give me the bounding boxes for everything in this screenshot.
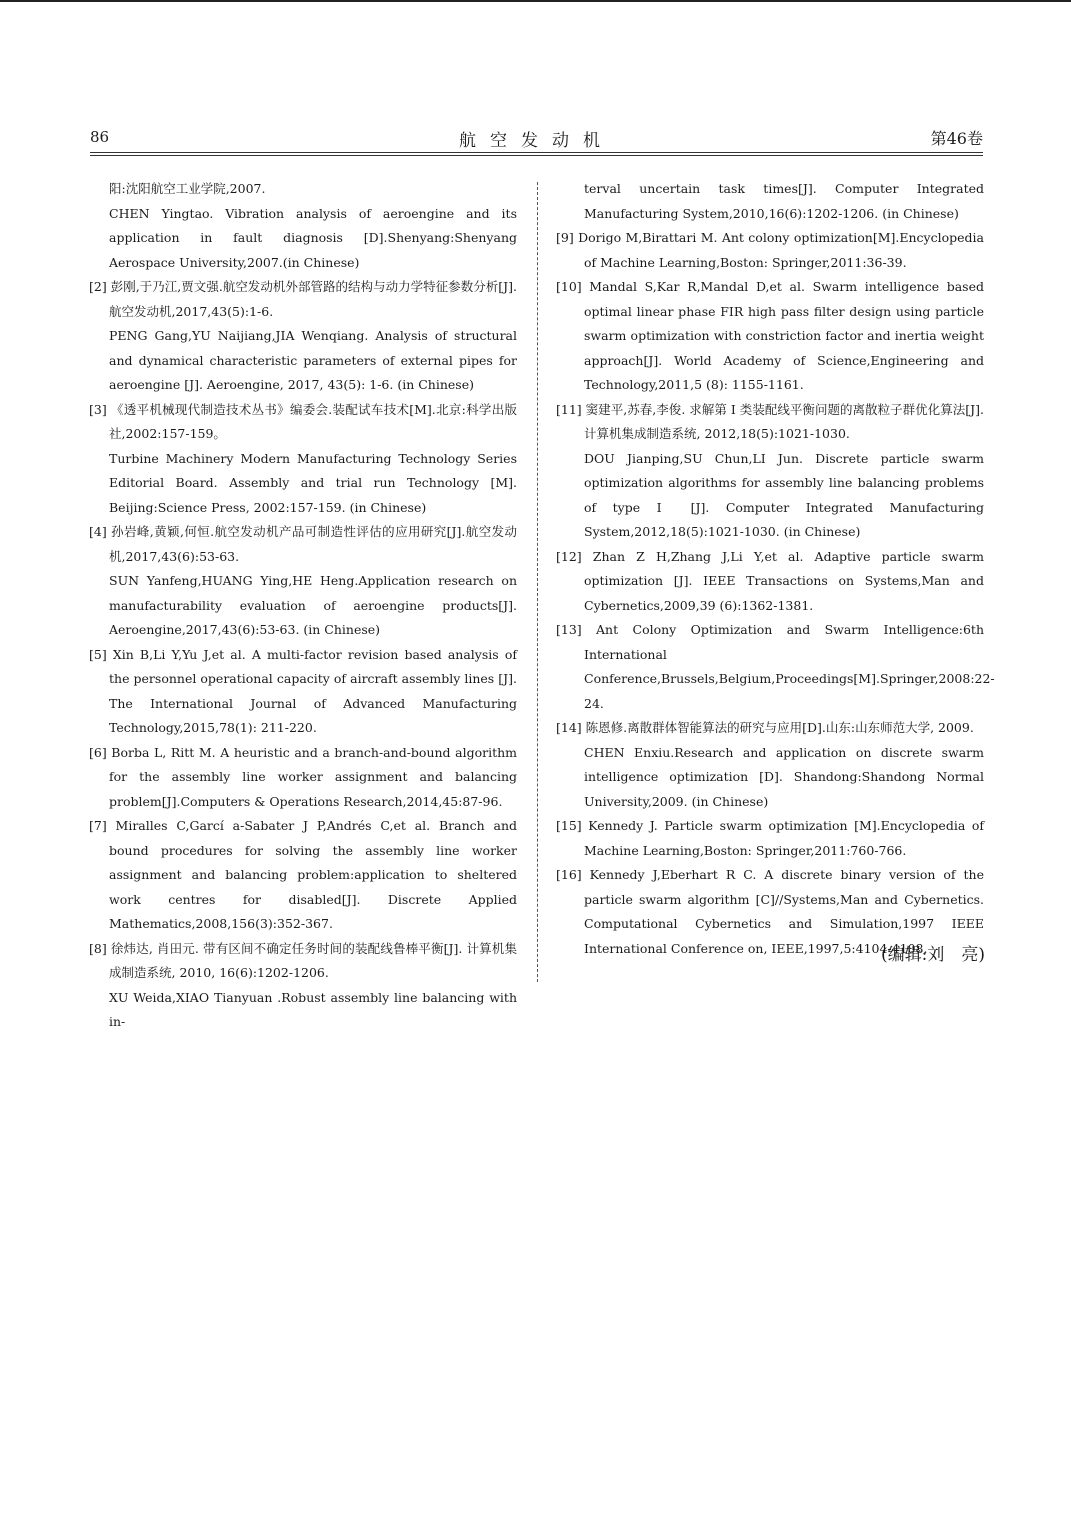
left-column-references <box>89 177 517 1035</box>
reference-continuation: PENG Gang,YU Naijiang,JIA Wenqiang. Analysis of structural and dynamical characteristic parameters of external pipes for aeroengine [J]. Aeroengine, 2017, 43(5): 1-6. (in Chinese) <box>109 328 517 392</box>
reference-entry: [15] Kennedy J. Particle swarm optimization [M].Encyclopedia of Machine Learning,Boston: Springer,2011:760-766. <box>556 818 984 858</box>
reference-continuation: DOU Jianping,SU Chun,LI Jun. Discrete particle swarm optimization algorithms for assembly line balancing problems of type Ⅰ [J]. Computer Integrated Manufacturing System,2012,18(5):1021-1030. (in Chinese) <box>584 450 984 539</box>
page-number: 86 <box>90 128 110 146</box>
reference-continuation: CHEN Yingtao. Vibration analysis of aeroengine and its application in fault diagnosis [D].Shenyang:Shenyang Aerospace University,2007.(in Chinese) <box>109 205 517 270</box>
volume-label: 第46卷 <box>930 129 983 148</box>
reference-continuation: XU Weida,XIAO Tianyuan .Robust assembly line balancing with in- <box>109 989 517 1029</box>
reference-entry: [6] Borba L, Ritt M. A heuristic and a branch-and-bound algorithm for the assembly line worker assignment and balancing problem[J].Computers & Operations Research,2014,45:87-96. <box>89 744 517 809</box>
reference-continuation: Turbine Machinery Modern Manufacturing Technology Series Editorial Board. Assembly and trial run Technology [M]. Beijing:Science Press, 2002:157-159. (in Chinese) <box>109 450 517 515</box>
right-column-references <box>556 177 995 961</box>
header-rule-secondary <box>90 155 983 156</box>
reference-entry: [2] 彭刚,于乃江,贾文强.航空发动机外部管路的结构与动力学特征参数分析[J].航空发动机,2017,43(5):1-6. <box>89 279 517 319</box>
reference-entry: [16] Kennedy J,Eberhart R C. A discrete binary version of the particle swarm algorithm [C]//Systems,Man and Cybernetics. Computational Cybernetics and Simulation,1997 IEEE International Conference on, IEEE,1997,5:4104-4108. <box>556 867 984 956</box>
journal-title: 航空发动机 <box>459 131 614 151</box>
reference-entry: [10] Mandal S,Kar R,Mandal D,et al. Swarm intelligence based optimal linear phase FIR high pass filter design using particle swarm optimization with constriction factor and inertia weight approach[J]. World Academy of Science,Engineering and Technology,2011,5 (8): 1155-1161. <box>556 279 984 392</box>
reference-entry: [3] 《透平机械现代制造技术丛书》编委会.装配试车技术[M].北京:科学出版社,2002:157-159。 <box>89 401 517 441</box>
reference-continuation: CHEN Enxiu.Research and application on discrete swarm intelligence optimization [D]. Shandong:Shandong Normal University,2009. (in Chinese) <box>584 744 984 809</box>
header-rule <box>90 152 983 153</box>
reference-entry: [7] Miralles C,Garcí a-Sabater J P,Andrés C,et al. Branch and bound procedures for solving the assembly line worker assignment and balancing problem:application to sheltered work centres for disabled[J]. Discrete Applied Mathematics,2008,156(3):352-367. <box>89 818 517 931</box>
reference-entry: [11] 窦建平,苏春,李俊. 求解第 I 类装配线平衡问题的离散粒子群优化算法[J]. 计算机集成制造系统, 2012,18(5):1021-1030. <box>556 401 984 441</box>
reference-continuation: SUN Yanfeng,HUANG Ying,HE Heng.Application research on manufacturability evaluation of aeroengine products[J]. Aeroengine,2017,43(6):53-63. (in Chinese) <box>109 573 517 637</box>
editor-note: (编辑:刘 亮) <box>881 945 985 965</box>
reference-continuation: terval uncertain task times[J]. Computer Integrated Manufacturing System,2010,16(6):1202-1206. (in Chinese) <box>584 181 984 221</box>
column-divider <box>537 182 538 982</box>
reference-continuation: 阳:沈阳航空工业学院,2007. <box>109 181 266 196</box>
reference-entry: [13] Ant Colony Optimization and Swarm Intelligence:6th International Conference,Brussels,Belgium,Proceedings[M].Springer,2008:22-24. <box>556 622 995 711</box>
reference-entry: [14] 陈恩修.离散群体智能算法的研究与应用[D].山东:山东师范大学, 2009. <box>556 720 974 735</box>
reference-entry: [8] 徐炜达, 肖田元. 带有区间不确定任务时间的装配线鲁棒平衡[J]. 计算机集成制造系统, 2010, 16(6):1202-1206. <box>89 940 517 980</box>
reference-entry: [5] Xin B,Li Y,Yu J,et al. A multi-factor revision based analysis of the personnel operational capacity of aircraft assembly lines [J]. The International Journal of Advanced Manufacturing Technology,2015,78(1): 211-220. <box>89 646 517 735</box>
reference-entry: [12] Zhan Z H,Zhang J,Li Y,et al. Adaptive particle swarm optimization [J]. IEEE Transactions on Systems,Man and Cybernetics,2009,39 (6):1362-1381. <box>556 548 984 613</box>
reference-entry: [4] 孙岩峰,黄颖,何恒.航空发动机产品可制造性评估的应用研究[J].航空发动机,2017,43(6):53-63. <box>89 524 517 564</box>
top-border <box>0 0 1071 2</box>
reference-entry: [9] Dorigo M,Birattari M. Ant colony optimization[M].Encyclopedia of Machine Learning,Boston: Springer,2011:36-39. <box>556 230 984 270</box>
page-header <box>90 126 983 152</box>
